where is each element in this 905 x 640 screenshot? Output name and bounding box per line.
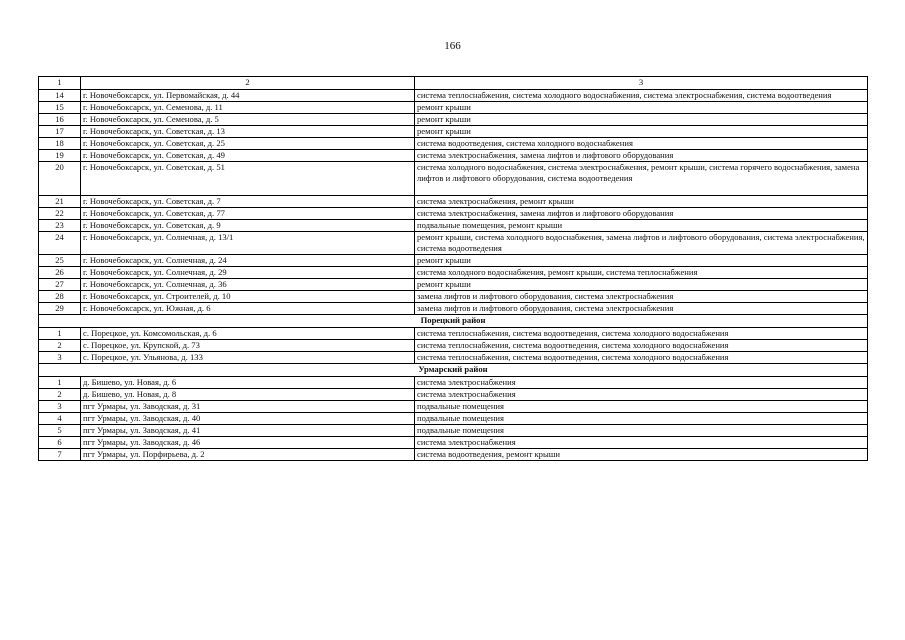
table-row [39, 377, 868, 389]
row-address: д. Бишево, ул. Новая, д. 6 [81, 377, 415, 389]
table-row [39, 303, 868, 315]
table-row [39, 279, 868, 291]
works-table [38, 76, 868, 461]
row-works: система теплоснабжения, система водоотведения, система холодного водоснабжения [415, 340, 868, 352]
table-row [39, 267, 868, 279]
row-address: г. Новочебоксарск, ул. Советская, д. 7 [81, 196, 415, 208]
table-row [39, 90, 868, 102]
row-number: 17 [39, 126, 81, 138]
table-row [39, 413, 868, 425]
row-number: 22 [39, 208, 81, 220]
section-row [39, 315, 868, 328]
table-row [39, 196, 868, 208]
row-address: г. Новочебоксарск, ул. Советская, д. 9 [81, 220, 415, 232]
table-row [39, 389, 868, 401]
row-works: подвальные помещения [415, 425, 868, 437]
row-address: с. Порецкое, ул. Комсомольская, д. 6 [81, 328, 415, 340]
row-number: 5 [39, 425, 81, 437]
row-number: 26 [39, 267, 81, 279]
row-works: система теплоснабжения, система холодного водоснабжения, система электроснабжения, система водоотведения [415, 90, 868, 102]
row-address: г. Новочебоксарск, ул. Советская, д. 49 [81, 150, 415, 162]
table-row [39, 162, 868, 196]
row-address: д. Бишево, ул. Новая, д. 8 [81, 389, 415, 401]
row-number: 16 [39, 114, 81, 126]
row-number: 25 [39, 255, 81, 267]
row-works: система электроснабжения [415, 437, 868, 449]
row-address: пгт Урмары, ул. Заводская, д. 46 [81, 437, 415, 449]
header-cell-1: 1 [39, 77, 81, 90]
table-row [39, 220, 868, 232]
header-cell-2: 2 [81, 77, 415, 90]
row-number: 20 [39, 162, 81, 196]
row-number: 1 [39, 328, 81, 340]
row-number: 29 [39, 303, 81, 315]
table-row [39, 437, 868, 449]
table-row [39, 425, 868, 437]
row-works: ремонт крыши [415, 114, 868, 126]
table-row [39, 340, 868, 352]
table-row [39, 150, 868, 162]
row-works: система водоотведения, ремонт крыши [415, 449, 868, 461]
table-row [39, 114, 868, 126]
row-works: ремонт крыши [415, 126, 868, 138]
row-number: 27 [39, 279, 81, 291]
table-row [39, 138, 868, 150]
row-address: г. Новочебоксарск, ул. Солнечная, д. 36 [81, 279, 415, 291]
row-works: система электроснабжения, замена лифтов и лифтового оборудования [415, 150, 868, 162]
row-works: подвальные помещения [415, 413, 868, 425]
row-address: пгт Урмары, ул. Заводская, д. 41 [81, 425, 415, 437]
row-number: 3 [39, 352, 81, 364]
row-number: 2 [39, 389, 81, 401]
row-address: г. Новочебоксарск, ул. Советская, д. 25 [81, 138, 415, 150]
table-row [39, 449, 868, 461]
table-row [39, 291, 868, 303]
row-works: ремонт крыши, система холодного водоснабжения, замена лифтов и лифтового оборудования, система электроснабжения, система водоотведения [415, 232, 868, 255]
section-title: Урмарский район [39, 364, 868, 377]
row-number: 19 [39, 150, 81, 162]
row-address: г. Новочебоксарск, ул. Семенова, д. 5 [81, 114, 415, 126]
row-works: подвальные помещения [415, 401, 868, 413]
section-row [39, 364, 868, 377]
row-address: г. Новочебоксарск, ул. Семенова, д. 11 [81, 102, 415, 114]
row-works: замена лифтов и лифтового оборудования, система электроснабжения [415, 291, 868, 303]
row-works: система электроснабжения [415, 389, 868, 401]
row-works: система холодного водоснабжения, система электроснабжения, ремонт крыши, система горячего водоснабжения, замена лифтов и лифтового оборудования, система водоотведения [415, 162, 868, 196]
row-number: 18 [39, 138, 81, 150]
table-row [39, 328, 868, 340]
page-number: 166 [444, 40, 461, 52]
row-address: г. Новочебоксарск, ул. Советская, д. 51 [81, 162, 415, 196]
row-works: ремонт крыши [415, 102, 868, 114]
row-number: 7 [39, 449, 81, 461]
row-works: система теплоснабжения, система водоотведения, система холодного водоснабжения [415, 352, 868, 364]
table-row [39, 208, 868, 220]
row-works: система электроснабжения [415, 377, 868, 389]
table-row [39, 232, 868, 255]
table-row [39, 126, 868, 138]
row-address: пгт Урмары, ул. Заводская, д. 31 [81, 401, 415, 413]
row-address: с. Порецкое, ул. Крупской, д. 73 [81, 340, 415, 352]
row-number: 28 [39, 291, 81, 303]
row-address: г. Новочебоксарск, ул. Первомайская, д. 44 [81, 90, 415, 102]
row-number: 14 [39, 90, 81, 102]
row-works: ремонт крыши [415, 255, 868, 267]
row-number: 6 [39, 437, 81, 449]
row-address: г. Новочебоксарск, ул. Советская, д. 13 [81, 126, 415, 138]
row-address: пгт Урмары, ул. Порфирьева, д. 2 [81, 449, 415, 461]
row-address: г. Новочебоксарск, ул. Строителей, д. 10 [81, 291, 415, 303]
row-address: г. Новочебоксарск, ул. Солнечная, д. 13/1 [81, 232, 415, 255]
row-address: г. Новочебоксарск, ул. Советская, д. 77 [81, 208, 415, 220]
row-works: замена лифтов и лифтового оборудования, система электроснабжения [415, 303, 868, 315]
row-address: г. Новочебоксарск, ул. Южная, д. 6 [81, 303, 415, 315]
row-address: с. Порецкое, ул. Ульянова, д. 133 [81, 352, 415, 364]
row-number: 1 [39, 377, 81, 389]
row-works: система теплоснабжения, система водоотведения, система холодного водоснабжения [415, 328, 868, 340]
row-address: г. Новочебоксарск, ул. Солнечная, д. 29 [81, 267, 415, 279]
table-row [39, 401, 868, 413]
table-row [39, 255, 868, 267]
row-number: 24 [39, 232, 81, 255]
row-number: 2 [39, 340, 81, 352]
row-address: г. Новочебоксарск, ул. Солнечная, д. 24 [81, 255, 415, 267]
section-title: Порецкий район [39, 315, 868, 328]
row-number: 4 [39, 413, 81, 425]
table-row [39, 102, 868, 114]
row-address: пгт Урмары, ул. Заводская, д. 40 [81, 413, 415, 425]
row-works: система электроснабжения, замена лифтов и лифтового оборудования [415, 208, 868, 220]
row-works: система водоотведения, система холодного водоснабжения [415, 138, 868, 150]
header-row [39, 77, 868, 90]
table-row [39, 352, 868, 364]
row-works: система холодного водоснабжения, ремонт крыши, система теплоснабжения [415, 267, 868, 279]
row-number: 15 [39, 102, 81, 114]
header-cell-3: 3 [415, 77, 868, 90]
row-works: ремонт крыши [415, 279, 868, 291]
row-works: система электроснабжения, ремонт крыши [415, 196, 868, 208]
row-works: подвальные помещения, ремонт крыши [415, 220, 868, 232]
row-number: 3 [39, 401, 81, 413]
row-number: 23 [39, 220, 81, 232]
row-number: 21 [39, 196, 81, 208]
